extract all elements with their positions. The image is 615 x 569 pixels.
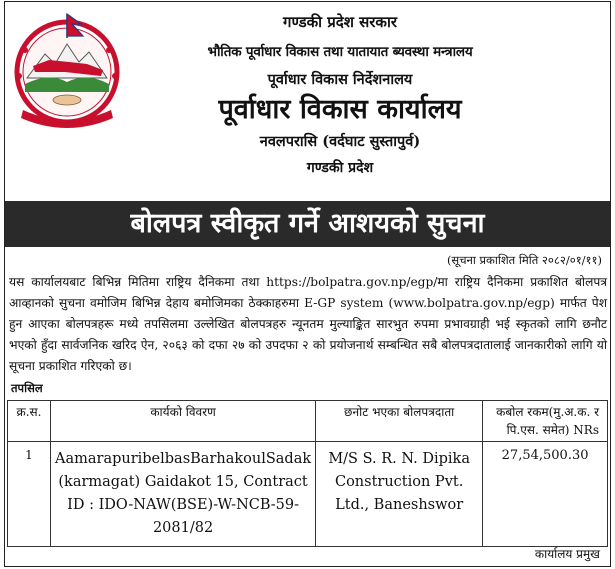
published-date: (सूचना प्रकाशित मिति २०८२/०१/११) [446, 253, 602, 267]
row-contractor: M/S S. R. N. Dipika Construction Pvt. Ltd., Baneshswor [316, 442, 483, 547]
notice-body: यस कार्यालयबाट बिभिन्न मितिमा राष्ट्रिय दैनिकमा तथा https://bolpatra.gov.np/egp/मा राष्ट्रिय दैनिकमा प्रकाशित बोलपत्र आव्हानको सुचना वमोजिम बिभिन्न देहाय बमोजिमका ठेक्काहरुमा E-GP system (www.bolpatra.gov.np/egp) मार्फत पेश हुन आएका बोलपत्रहरू मध्ये तपसिलमा उल्लेखित बोलपत्रहरु न्यूनतम मुल्याङ्कित सारभुत रुपमा प्रभावग्राही भई स्कृतको लागि छनौट भएको हुँदा सार्वजनिक खरिद ऐन, २०६३ को दफा २७ को उपदफा २ को प्रयोजनार्थ सम्बन्धित सबै बोलपत्रदातालाई जानकारीको लागि यो सूचना प्रकाशित गरिएको छ। [9, 275, 607, 373]
schedule-label: तपसिल [11, 381, 43, 395]
directorate-name: पूर्वाधार विकास निर्देशनालय [267, 71, 413, 88]
col-sn-header: क्र.स. [8, 401, 51, 442]
letterhead [105, 4, 575, 177]
ministry-name: भौतिक पूर्वाधार विकास तथा यातायात ब्यवस्था मन्त्रालय [207, 44, 473, 60]
col-work-header: कार्यको विवरण [51, 401, 316, 442]
award-table [7, 400, 608, 547]
province-name: गण्डकी प्रदेश [306, 160, 374, 176]
col-contractor-header: छनोट भएका बोलपत्रदाता [316, 401, 483, 442]
govt-name: गण्डकी प्रदेश सरकार [283, 13, 397, 31]
signoff-office-chief: कार्यालय प्रमुख [534, 547, 600, 561]
office-location: नवलपरासि (वर्दघाट सुस्तापुर्व) [259, 133, 421, 150]
table-header-row [8, 401, 608, 442]
row-work-description: AamarapuribelbasBarhakoulSadak (karmagat) Gaidakot 15, Contract ID : IDO-NAW(BSE)-W-NCB-59-2081/82 [51, 442, 316, 547]
row-amount: 27,54,500.30 [483, 442, 608, 547]
row-sn: 1 [8, 442, 51, 547]
table-row [8, 442, 608, 547]
col-amount-header: कबोल रकम(मु.अ.क. र पि.एस. समेत) NRs [483, 401, 608, 442]
notice-page [4, 1, 611, 567]
office-name: पूर्वाधार विकास कार्यालय [218, 94, 462, 125]
notice-title-banner: बोलपत्र स्वीकृत गर्ने आशयको सुचना [5, 201, 610, 247]
